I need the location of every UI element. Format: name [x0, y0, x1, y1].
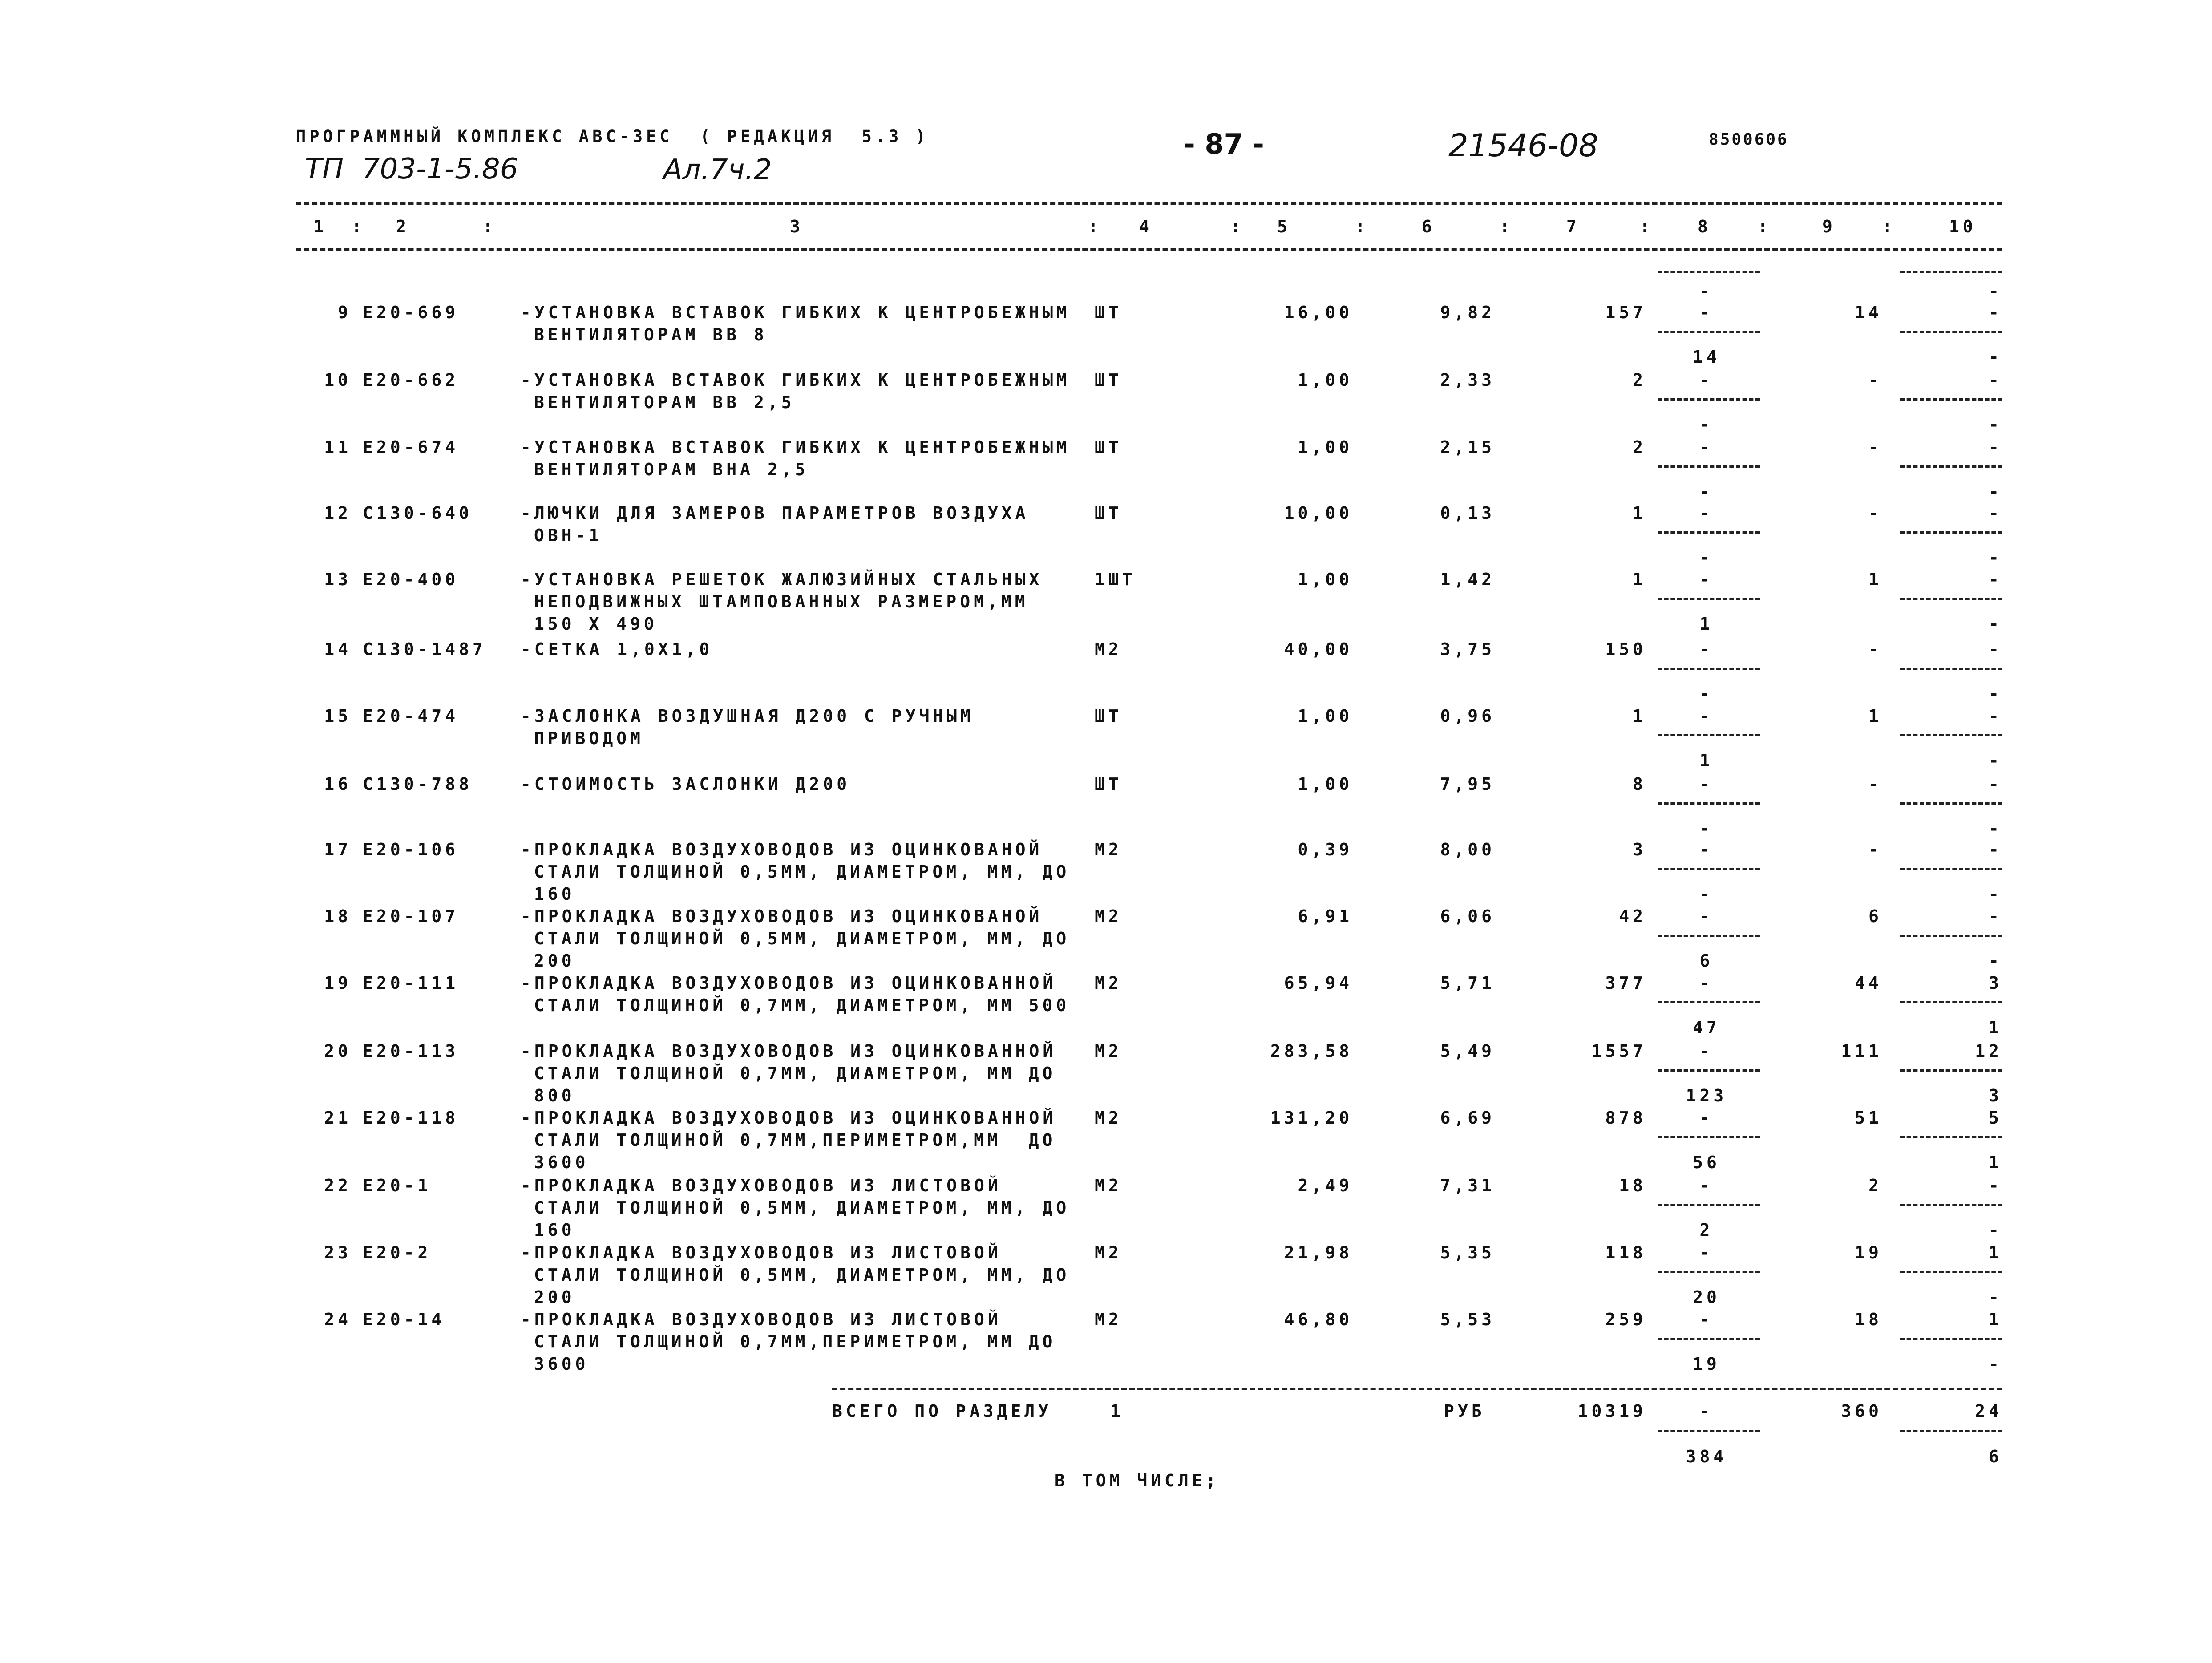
header-top-rule — [296, 202, 2002, 205]
rate-code: Е20-111 — [363, 973, 459, 993]
document-code: 8500606 — [1709, 130, 1789, 149]
total-cost: 3 — [1633, 840, 1646, 859]
quantity: 65,94 — [1284, 973, 1353, 993]
col8-sub: 1 — [1699, 751, 1714, 770]
project-code: ТП 703-1-5.86 — [305, 153, 518, 186]
work-description: 160 — [534, 1220, 575, 1240]
unit-price: 6,06 — [1440, 906, 1495, 926]
work-description: -ПРОКЛАДКА ВОЗДУХОВОДОВ ИЗ ЛИСТОВОЙ — [521, 1176, 1002, 1195]
total-cost: 1 — [1633, 570, 1646, 589]
column-divider: : — [1088, 217, 1102, 236]
col8-value: - — [1699, 774, 1714, 794]
col10-line — [1900, 398, 2002, 401]
col8-value: - — [1699, 570, 1714, 589]
col8-sub: - — [1699, 548, 1714, 567]
col10-line — [1900, 531, 2002, 534]
quantity: 10,00 — [1284, 503, 1353, 523]
row-number: 23 — [324, 1243, 352, 1262]
rate-code: Е20-669 — [363, 303, 459, 322]
col10-sub: - — [1989, 884, 2002, 904]
quantity: 1,00 — [1298, 774, 1353, 794]
col8-line — [1658, 1271, 1760, 1273]
col10-value: - — [1989, 437, 2002, 457]
rate-code: Е20-662 — [363, 370, 459, 390]
unit-price: 5,49 — [1440, 1041, 1495, 1061]
unit-price: 9,82 — [1440, 303, 1495, 322]
col10-top: - — [1989, 281, 2002, 301]
col8-value: - — [1699, 437, 1714, 457]
work-description: 200 — [534, 1287, 575, 1307]
col8-value: - — [1699, 1176, 1714, 1195]
col8-sub: 20 — [1693, 1287, 1720, 1307]
col8-line — [1658, 271, 1760, 273]
col9-value: 44 — [1855, 973, 1882, 993]
column-number-5: 5 — [1277, 217, 1291, 236]
unit-price: 6,69 — [1440, 1108, 1495, 1128]
column-divider: : — [1500, 217, 1513, 236]
col8-line — [1658, 868, 1760, 870]
work-description: СТАЛИ ТОЛЩИНОЙ 0,7ММ, ДИАМЕТРОМ, ММ ДО — [534, 1064, 1056, 1083]
unit-price: 1,42 — [1440, 570, 1495, 589]
summary-col8: - — [1699, 1401, 1714, 1421]
col10-sub: - — [1989, 482, 2002, 502]
col10-value: - — [1989, 570, 2002, 589]
total-cost: 1 — [1633, 706, 1646, 726]
album-code: Ал.7ч.2 — [663, 154, 772, 186]
col10-value: - — [1989, 906, 2002, 926]
unit-price: 5,71 — [1440, 973, 1495, 993]
col8-line — [1658, 1069, 1760, 1072]
col8-line — [1658, 598, 1760, 600]
summary-col10-sub: 6 — [1989, 1447, 2002, 1466]
quantity: 1,00 — [1298, 437, 1353, 457]
unit-price: 5,53 — [1440, 1310, 1495, 1329]
col8-sub: 123 — [1686, 1086, 1727, 1105]
col10-line — [1900, 868, 2002, 870]
col9-value: - — [1868, 774, 1882, 794]
col8-line — [1658, 1136, 1760, 1138]
col8-value: - — [1699, 303, 1714, 322]
work-description: СТАЛИ ТОЛЩИНОЙ 0,5ММ, ДИАМЕТРОМ, ММ, ДО — [534, 929, 1070, 948]
work-description: 160 — [534, 884, 575, 904]
col9-value: - — [1868, 437, 1882, 457]
work-description: СТАЛИ ТОЛЩИНОЙ 0,7ММ,ПЕРИМЕТРОМ,ММ ДО — [534, 1130, 1056, 1150]
work-description: 200 — [534, 951, 575, 971]
page-number: - 87 - — [1184, 128, 1264, 160]
col8-line — [1658, 668, 1760, 670]
col8-value: - — [1699, 1310, 1714, 1329]
including-label: В ТОМ ЧИСЛЕ; — [1055, 1471, 1220, 1490]
work-description: -ПРОКЛАДКА ВОЗДУХОВОДОВ ИЗ ОЦИНКОВАННОЙ — [521, 973, 1057, 993]
total-cost: 157 — [1605, 303, 1646, 322]
work-description: НЕПОДВИЖНЫХ ШТАМПОВАННЫХ РАЗМЕРОМ,ММ — [534, 592, 1029, 611]
col10-sub: 3 — [1989, 1086, 2002, 1105]
work-description: -ПРОКЛАДКА ВОЗДУХОВОДОВ ИЗ ОЦИНКОВАННОЙ — [521, 1108, 1057, 1128]
unit: М2 — [1095, 1243, 1122, 1262]
work-description: -ПРОКЛАДКА ВОЗДУХОВОДОВ ИЗ ОЦИНКОВАНОЙ — [521, 840, 1043, 859]
col10-sub: - — [1989, 415, 2002, 434]
total-cost: 259 — [1605, 1310, 1646, 1329]
row-number: 10 — [324, 370, 352, 390]
summary-section: 1 — [1110, 1401, 1124, 1421]
quantity: 2,49 — [1298, 1176, 1353, 1195]
row-number: 19 — [324, 973, 352, 993]
col10-sub: - — [1989, 1287, 2002, 1307]
rate-code: Е20-118 — [363, 1108, 459, 1128]
total-cost: 878 — [1605, 1108, 1646, 1128]
summary-col8-line — [1658, 1430, 1760, 1432]
col9-value: 1 — [1868, 706, 1882, 726]
col8-sub: - — [1699, 819, 1714, 838]
unit: М2 — [1095, 1108, 1122, 1128]
summary-currency: РУБ — [1444, 1401, 1485, 1421]
summary-rule — [832, 1388, 2002, 1390]
summary-col10: 24 — [1975, 1401, 2002, 1421]
col8-line — [1658, 802, 1760, 805]
col10-value: 12 — [1975, 1041, 2002, 1061]
col8-line — [1658, 1338, 1760, 1340]
col9-value: 2 — [1868, 1176, 1882, 1195]
total-cost: 42 — [1619, 906, 1646, 926]
col9-value: - — [1868, 639, 1882, 659]
total-cost: 1 — [1633, 503, 1646, 523]
total-cost: 1557 — [1591, 1041, 1646, 1061]
work-description: -УСТАНОВКА ВСТАВОК ГИБКИХ К ЦЕНТРОБЕЖНЫМ — [521, 437, 1071, 457]
col8-line — [1658, 331, 1760, 333]
unit: М2 — [1095, 1176, 1122, 1195]
summary-col9: 360 — [1841, 1401, 1882, 1421]
unit-price: 7,95 — [1440, 774, 1495, 794]
unit: М2 — [1095, 840, 1122, 859]
column-number-4: 4 — [1139, 217, 1153, 236]
column-number-7: 7 — [1566, 217, 1580, 236]
col10-line — [1900, 1069, 2002, 1072]
work-description: ВЕНТИЛЯТОРАМ ВВ 8 — [534, 325, 768, 344]
col10-sub: 1 — [1989, 1153, 2002, 1172]
summary-label: ВСЕГО ПО РАЗДЕЛУ — [832, 1401, 1052, 1421]
col10-line — [1900, 1136, 2002, 1138]
col10-value: - — [1989, 840, 2002, 859]
col10-value: - — [1989, 303, 2002, 322]
col10-line — [1900, 668, 2002, 670]
work-description: 800 — [534, 1086, 575, 1105]
col8-sub: 14 — [1693, 347, 1720, 367]
row-number: 11 — [324, 437, 352, 457]
row-number: 18 — [324, 906, 352, 926]
col10-line — [1900, 1271, 2002, 1273]
col8-line — [1658, 398, 1760, 401]
col8-sub: - — [1699, 415, 1714, 434]
column-divider: : — [1758, 217, 1771, 236]
column-divider: : — [1882, 217, 1896, 236]
col10-sub: - — [1989, 951, 2002, 971]
col10-sub: - — [1989, 1354, 2002, 1374]
col10-line — [1900, 802, 2002, 805]
col10-sub: - — [1989, 684, 2002, 704]
col9-value: - — [1868, 503, 1882, 523]
unit-price: 7,31 — [1440, 1176, 1495, 1195]
unit: М2 — [1095, 1310, 1122, 1329]
col8-sub: 47 — [1693, 1018, 1720, 1037]
unit-price: 2,33 — [1440, 370, 1495, 390]
col8-sub: 6 — [1699, 951, 1714, 971]
col8-value: - — [1699, 639, 1714, 659]
col8-line — [1658, 1001, 1760, 1003]
work-description: ОВН-1 — [534, 526, 603, 545]
col10-sub: 1 — [1989, 1018, 2002, 1037]
col9-value: - — [1868, 370, 1882, 390]
column-number-2: 2 — [396, 217, 410, 236]
col10-line — [1900, 271, 2002, 273]
quantity: 1,00 — [1298, 370, 1353, 390]
col8-sub: - — [1699, 884, 1714, 904]
col10-sub: - — [1989, 751, 2002, 770]
col9-value: 14 — [1855, 303, 1882, 322]
unit: ШТ — [1095, 774, 1122, 794]
program-title: ПРОГРАММНЫЙ КОМПЛЕКС АВС-3ЕС ( РЕДАКЦИЯ 5.3 ) — [296, 127, 929, 146]
col10-value: - — [1989, 1176, 2002, 1195]
rate-code: С130-788 — [363, 774, 473, 794]
col8-value: - — [1699, 1243, 1714, 1262]
col8-value: - — [1699, 503, 1714, 523]
col10-line — [1900, 1001, 2002, 1003]
quantity: 1,00 — [1298, 706, 1353, 726]
unit: ШТ — [1095, 303, 1122, 322]
total-cost: 377 — [1605, 973, 1646, 993]
total-cost: 2 — [1633, 437, 1646, 457]
unit-price: 2,15 — [1440, 437, 1495, 457]
work-description: -УСТАНОВКА РЕШЕТОК ЖАЛЮЗИЙНЫХ СТАЛЬНЫХ — [521, 570, 1043, 589]
row-number: 17 — [324, 840, 352, 859]
work-description: СТАЛИ ТОЛЩИНОЙ 0,5ММ, ДИАМЕТРОМ, ММ, ДО — [534, 1265, 1070, 1285]
total-cost: 8 — [1633, 774, 1646, 794]
col10-value: 1 — [1989, 1243, 2002, 1262]
unit: М2 — [1095, 639, 1122, 659]
work-description: -ЗАСЛОНКА ВОЗДУШНАЯ Д200 С РУЧНЫМ — [521, 706, 974, 726]
work-description: -УСТАНОВКА ВСТАВОК ГИБКИХ К ЦЕНТРОБЕЖНЫМ — [521, 370, 1071, 390]
total-cost: 118 — [1605, 1243, 1646, 1262]
work-description: ВЕНТИЛЯТОРАМ ВНА 2,5 — [534, 460, 809, 479]
col8-value: - — [1699, 706, 1714, 726]
col9-value: 19 — [1855, 1243, 1882, 1262]
col9-value: 51 — [1855, 1108, 1882, 1128]
row-number: 13 — [324, 570, 352, 589]
column-number-3: 3 — [790, 217, 804, 236]
rate-code: Е20-113 — [363, 1041, 459, 1061]
rate-code: Е20-106 — [363, 840, 459, 859]
col8-line — [1658, 465, 1760, 468]
document-number: 21546-08 — [1448, 127, 1599, 164]
col10-value: - — [1989, 639, 2002, 659]
header-bottom-rule — [296, 248, 2002, 251]
summary-col8-sub: 384 — [1686, 1447, 1727, 1466]
work-description: -УСТАНОВКА ВСТАВОК ГИБКИХ К ЦЕНТРОБЕЖНЫМ — [521, 303, 1071, 322]
col8-value: - — [1699, 1108, 1714, 1128]
summary-total: 10319 — [1577, 1401, 1646, 1421]
quantity: 21,98 — [1284, 1243, 1353, 1262]
col9-value: 111 — [1841, 1041, 1882, 1061]
col8-top: - — [1699, 281, 1714, 301]
col10-line — [1900, 465, 2002, 468]
col10-value: - — [1989, 706, 2002, 726]
col8-sub: - — [1699, 482, 1714, 502]
col8-value: - — [1699, 973, 1714, 993]
unit-price: 0,96 — [1440, 706, 1495, 726]
row-number: 15 — [324, 706, 352, 726]
rate-code: С130-1487 — [363, 639, 486, 659]
col10-sub: - — [1989, 614, 2002, 634]
work-description: СТАЛИ ТОЛЩИНОЙ 0,5ММ, ДИАМЕТРОМ, ММ, ДО — [534, 862, 1070, 882]
rate-code: Е20-674 — [363, 437, 459, 457]
col10-line — [1900, 331, 2002, 333]
work-description: -ПРОКЛАДКА ВОЗДУХОВОДОВ ИЗ ЛИСТОВОЙ — [521, 1310, 1002, 1329]
column-divider: : — [1355, 217, 1369, 236]
col10-line — [1900, 935, 2002, 937]
unit: ШТ — [1095, 503, 1122, 523]
col8-value: - — [1699, 1041, 1714, 1061]
col10-line — [1900, 1204, 2002, 1206]
unit: М2 — [1095, 1041, 1122, 1061]
unit-price: 5,35 — [1440, 1243, 1495, 1262]
row-number: 14 — [324, 639, 352, 659]
unit: ШТ — [1095, 706, 1122, 726]
row-number: 22 — [324, 1176, 352, 1195]
work-description: ПРИВОДОМ — [534, 728, 644, 748]
col10-value: 1 — [1989, 1310, 2002, 1329]
unit: М2 — [1095, 906, 1122, 926]
col10-value: 5 — [1989, 1108, 2002, 1128]
col8-sub: 2 — [1699, 1220, 1714, 1240]
rate-code: С130-640 — [363, 503, 473, 523]
rate-code: Е20-400 — [363, 570, 459, 589]
col8-value: - — [1699, 906, 1714, 926]
col8-sub: 1 — [1699, 614, 1714, 634]
rate-code: Е20-2 — [363, 1243, 432, 1262]
col9-value: 6 — [1868, 906, 1882, 926]
work-description: -СЕТКА 1,0Х1,0 — [521, 639, 713, 659]
total-cost: 2 — [1633, 370, 1646, 390]
col8-value: - — [1699, 370, 1714, 390]
col8-sub: 19 — [1693, 1354, 1720, 1374]
column-divider: : — [483, 217, 497, 236]
col8-line — [1658, 531, 1760, 534]
unit: М2 — [1095, 973, 1122, 993]
summary-col10-line — [1900, 1430, 2002, 1432]
col10-value: - — [1989, 774, 2002, 794]
total-cost: 150 — [1605, 639, 1646, 659]
work-description: -ЛЮЧКИ ДЛЯ ЗАМЕРОВ ПАРАМЕТРОВ ВОЗДУХА — [521, 503, 1029, 523]
col10-value: - — [1989, 503, 2002, 523]
work-description: 150 Х 490 — [534, 614, 658, 634]
row-number: 24 — [324, 1310, 352, 1329]
row-number: 20 — [324, 1041, 352, 1061]
column-divider: : — [1640, 217, 1654, 236]
work-description: 3600 — [534, 1354, 589, 1374]
col8-sub: 56 — [1693, 1153, 1720, 1172]
column-divider: : — [1230, 217, 1244, 236]
quantity: 283,58 — [1270, 1041, 1353, 1061]
row-number: 21 — [324, 1108, 352, 1128]
quantity: 6,91 — [1298, 906, 1353, 926]
work-description: -ПРОКЛАДКА ВОЗДУХОВОДОВ ИЗ ОЦИНКОВАНОЙ — [521, 906, 1043, 926]
work-description: -ПРОКЛАДКА ВОЗДУХОВОДОВ ИЗ ОЦИНКОВАННОЙ — [521, 1041, 1057, 1061]
quantity: 0,39 — [1298, 840, 1353, 859]
col8-line — [1658, 935, 1760, 937]
total-cost: 18 — [1619, 1176, 1646, 1195]
unit: 1ШТ — [1095, 570, 1136, 589]
work-description: СТАЛИ ТОЛЩИНОЙ 0,7ММ,ПЕРИМЕТРОМ, ММ ДО — [534, 1332, 1056, 1351]
column-divider: : — [352, 217, 365, 236]
work-description: -СТОИМОСТЬ ЗАСЛОНКИ Д200 — [521, 774, 851, 794]
col8-line — [1658, 1204, 1760, 1206]
rate-code: Е20-14 — [363, 1310, 445, 1329]
col8-line — [1658, 734, 1760, 736]
col10-value: - — [1989, 370, 2002, 390]
col9-value: 1 — [1868, 570, 1882, 589]
col9-value: - — [1868, 840, 1882, 859]
col10-line — [1900, 734, 2002, 736]
work-description: СТАЛИ ТОЛЩИНОЙ 0,5ММ, ДИАМЕТРОМ, ММ, ДО — [534, 1198, 1070, 1218]
col8-sub: - — [1699, 684, 1714, 704]
work-description: 3600 — [534, 1153, 589, 1172]
col10-sub: - — [1989, 347, 2002, 367]
col10-value: 3 — [1989, 973, 2002, 993]
work-description: СТАЛИ ТОЛЩИНОЙ 0,7ММ, ДИАМЕТРОМ, ММ 500 — [534, 995, 1070, 1015]
quantity: 1,00 — [1298, 570, 1353, 589]
col10-sub: - — [1989, 1220, 2002, 1240]
row-number: 12 — [324, 503, 352, 523]
col10-line — [1900, 598, 2002, 600]
unit: ШТ — [1095, 437, 1122, 457]
row-number: 16 — [324, 774, 352, 794]
quantity: 46,80 — [1284, 1310, 1353, 1329]
column-number-10: 10 — [1949, 217, 1977, 236]
work-description: -ПРОКЛАДКА ВОЗДУХОВОДОВ ИЗ ЛИСТОВОЙ — [521, 1243, 1002, 1262]
col9-value: 18 — [1855, 1310, 1882, 1329]
column-number-9: 9 — [1822, 217, 1836, 236]
rate-code: Е20-107 — [363, 906, 459, 926]
unit-price: 0,13 — [1440, 503, 1495, 523]
col10-line — [1900, 1338, 2002, 1340]
col10-sub: - — [1989, 548, 2002, 567]
work-description: ВЕНТИЛЯТОРАМ ВВ 2,5 — [534, 392, 795, 412]
quantity: 16,00 — [1284, 303, 1353, 322]
unit-price: 3,75 — [1440, 639, 1495, 659]
quantity: 40,00 — [1284, 639, 1353, 659]
rate-code: Е20-474 — [363, 706, 459, 726]
row-number: 9 — [338, 303, 352, 322]
column-number-8: 8 — [1698, 217, 1711, 236]
column-number-1: 1 — [314, 217, 328, 236]
col8-value: - — [1699, 840, 1714, 859]
quantity: 131,20 — [1270, 1108, 1353, 1128]
rate-code: Е20-1 — [363, 1176, 432, 1195]
col10-sub: - — [1989, 819, 2002, 838]
column-number-6: 6 — [1422, 217, 1436, 236]
unit: ШТ — [1095, 370, 1122, 390]
unit-price: 8,00 — [1440, 840, 1495, 859]
